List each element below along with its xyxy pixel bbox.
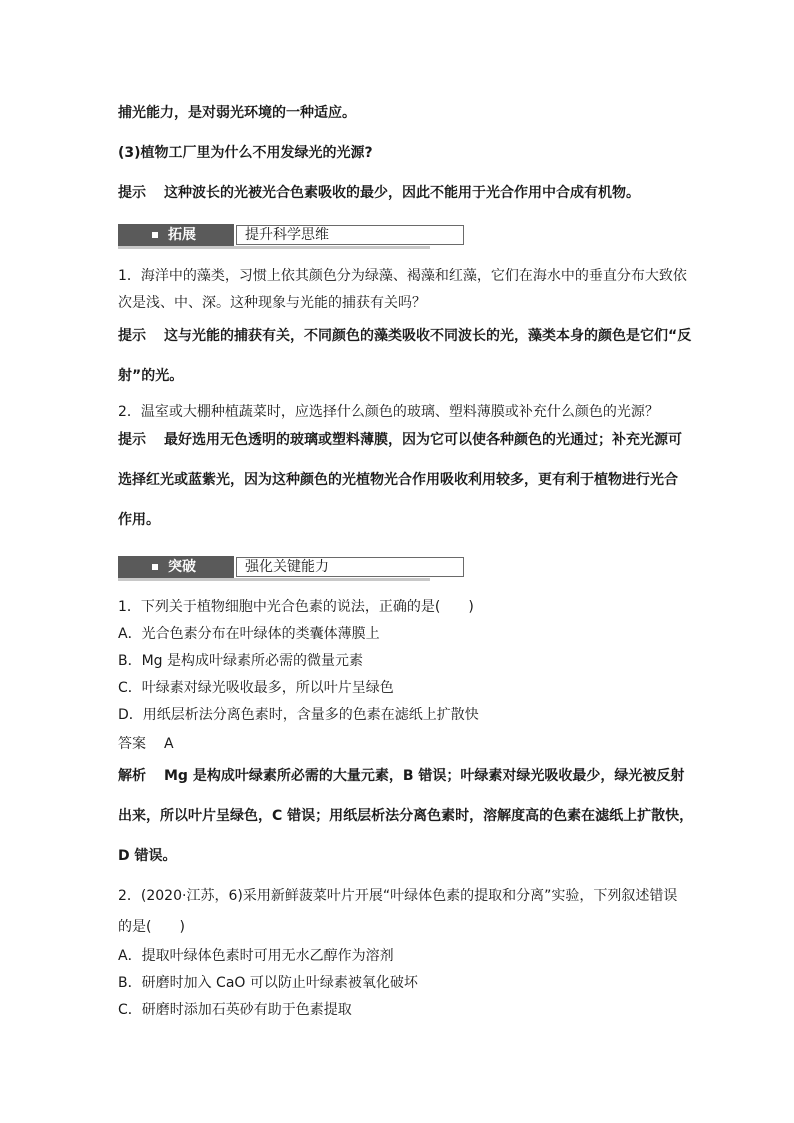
banner-subtitle-box <box>236 225 464 245</box>
section-subtitle: 提升科学思维 <box>245 227 329 243</box>
hint-q3 <box>118 183 640 203</box>
question-line: 2．温室或大棚种植蔬菜时，应选择什么颜色的玻璃、塑料薄膜或补充什么颜色的光源？ <box>118 404 659 420</box>
answer-line <box>118 734 174 754</box>
hint-label: 提示 <box>118 185 146 201</box>
option-d: D．用纸层析法分离色素时，含量多的色素在滤纸上扩散快 <box>118 707 479 723</box>
continued-text: 捕光能力，是对弱光环境的一种适应。 <box>118 105 356 121</box>
hint-label: 提示 <box>118 432 146 448</box>
question-line: 1．下列关于植物细胞中光合色素的说法，正确的是( ) <box>118 599 474 615</box>
hint-text: 这种波长的光被光合色素吸收的最少，因此不能用于光合作用中合成有机物。 <box>164 185 640 201</box>
banner-subtitle-box <box>236 557 464 577</box>
question-line: 2．(2020·江苏，6)采用新鲜菠菜叶片开展“叶绿体色素的提取和分离”实验，下列叙述错误 <box>118 888 678 904</box>
question-line: 的是( ) <box>118 919 185 935</box>
square-bullet-icon <box>152 564 158 570</box>
question-line: 次是浅、中、深。这种现象与光能的捕获有关吗？ <box>118 295 426 311</box>
banner-underline <box>118 578 430 581</box>
hint-line <box>118 326 691 346</box>
analysis-text: Mg 是构成叶绿素所必需的大量元素，B 错误；叶绿素对绿光吸收最少，绿光被反射 <box>164 768 685 784</box>
hint-line: 作用。 <box>118 512 160 528</box>
section-title: 拓展 <box>168 227 196 243</box>
hint-line: 选择红光或蓝紫光，因为这种颜色的光植物光合作用吸收利用较多，更有利于植物进行光合 <box>118 472 678 488</box>
option-b: B．Mg 是构成叶绿素所必需的微量元素 <box>118 653 364 669</box>
question-3: (3)植物工厂里为什么不用发绿光的光源? <box>118 145 373 161</box>
square-bullet-icon <box>152 232 158 238</box>
section-subtitle: 强化关键能力 <box>245 559 329 575</box>
analysis-line: D 错误。 <box>118 848 177 864</box>
section-title: 突破 <box>168 559 196 575</box>
hint-text: 最好选用无色透明的玻璃或塑料薄膜，因为它可以使各种颜色的光通过；补充光源可 <box>164 432 682 448</box>
hint-line <box>118 430 682 450</box>
option-a: A．提取叶绿体色素时可用无水乙醇作为溶剂 <box>118 948 394 964</box>
analysis-line <box>118 766 684 786</box>
question-line: 1．海洋中的藻类，习惯上依其颜色分为绿藻、褐藻和红藻，它们在海水中的垂直分布大致依 <box>118 268 687 284</box>
option-c: C．叶绿素对绿光吸收最多，所以叶片呈绿色 <box>118 680 394 696</box>
answer-label: 答案 <box>118 736 146 752</box>
analysis-line: 出来，所以叶片呈绿色，C 错误；用纸层析法分离色素时，溶解度高的色素在滤纸上扩散快， <box>118 808 694 824</box>
option-c: C．研磨时添加石英砂有助于色素提取 <box>118 1002 352 1018</box>
banner-underline <box>118 246 430 249</box>
answer-value: A <box>164 736 174 752</box>
analysis-label: 解析 <box>118 768 146 784</box>
banner-dark-block <box>118 224 234 246</box>
section-banner-tupo <box>118 556 430 578</box>
hint-text: 这与光能的捕获有关，不同颜色的藻类吸收不同波长的光，藻类本身的颜色是它们“反 <box>164 328 692 344</box>
hint-line: 射”的光。 <box>118 368 184 384</box>
section-banner-tuozhan <box>118 224 430 246</box>
banner-dark-block <box>118 556 234 578</box>
option-a: A．光合色素分布在叶绿体的类囊体薄膜上 <box>118 626 380 642</box>
hint-label: 提示 <box>118 328 146 344</box>
option-b: B．研磨时加入 CaO 可以防止叶绿素被氧化破坏 <box>118 975 418 991</box>
